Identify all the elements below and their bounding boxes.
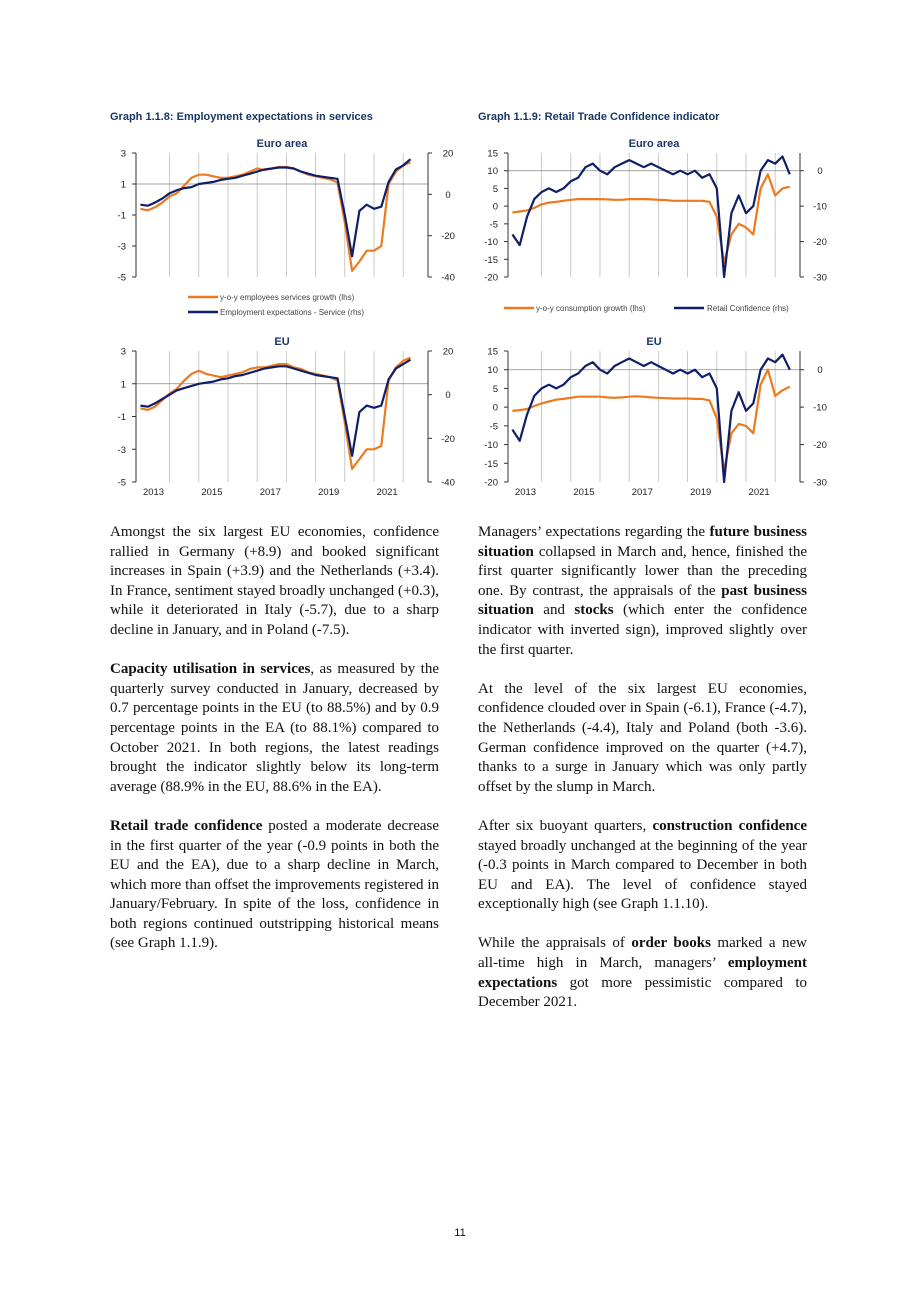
x-tick-label: 2021 [376,487,398,498]
tick-label-left: -5 [117,477,126,489]
text-p4-d: got more pessimistic compared to December 2021. [478,974,807,1011]
series-line-navy [512,157,789,278]
text-p1-a: Managers’ expectations regarding the [478,524,710,540]
tick-label-left: -15 [484,458,498,470]
series-line-navy [512,355,789,482]
paragraph-construction [478,817,807,915]
tick-label-left: -5 [117,272,126,284]
x-tick-label: 2013 [514,487,537,498]
paragraph-order-books [478,934,807,1012]
text-capacity-utilisation: , as measured by the quarterly survey conducted in January, decreased by 0.7 percentage points in the EU (to 88.5%) and by 0.9 percentage points in the EA (to 88.1%) compared to October 2021. In both regions, the latest readings brought the indicator slightly below its long-term average (88.9% in the EU, 88.6% in the EA). [110,661,439,795]
x-tick-label: 2015 [201,487,223,498]
legend-label: y-o-y employees services growth (lhs) [220,293,355,302]
tick-label-left: -10 [484,237,498,249]
tick-label-left: 3 [120,346,126,358]
tick-label-left: -3 [117,444,126,456]
tick-label-left: 5 [492,383,498,395]
tick-label-left: -20 [484,477,498,489]
tick-label-right: 0 [445,390,451,402]
paragraph-retail-confidence [110,817,439,954]
bold-past-business: past business situation [478,582,807,619]
tick-label-right: 0 [817,166,823,178]
tick-label-right: -20 [441,433,455,445]
text-p3-c: stayed broadly unchanged at the beginning of the year (-0.3 points in March compared to December in both EU and EA). The level of confidence stayed exceptionally high (see Graph 1.1.10). [478,837,807,913]
x-tick-label: 2013 [142,487,165,498]
chart-retail-euro-area [470,135,840,320]
text-p1-d: and [533,602,575,619]
text-p4-c: marked a new all-time high in March, managers’ [478,935,807,972]
x-tick-label: 2017 [259,487,281,498]
paragraph-capacity-utilisation [110,660,439,797]
text-p1-e: (which enter the confidence indicator with inverted sign), improved slightly over the first quarter. [478,602,807,658]
tick-label-left: -15 [484,254,498,266]
paragraph-retail-countries: At the level of the six largest EU economies, confidence clouded over in Spain (-6.1), France (-4.7), the Netherlands (-4.4), Italy and Poland (both -3.6). German confidence improved on the quarter (+4.7), thanks to a surge in January which was only partly offset by the slump in March. [478,680,807,795]
tick-label-right: -20 [441,231,455,243]
tick-label-left: 10 [487,166,498,178]
series-line-navy [140,360,410,456]
series-line-orange [512,370,789,471]
tick-label-left: 0 [492,201,498,213]
text-p1-c: collapsed in March and, hence, finished the first quarter significantly lower than the preceding one. By contrast, the appraisals of the [478,543,807,599]
tick-label-left: 5 [492,183,498,195]
series-line-orange [140,358,410,469]
text-p3-a: After six buoyant quarters, [478,817,653,834]
page-number: 11 [454,1227,466,1239]
chart-retail-eu [470,333,840,503]
bold-stocks: stocks [574,602,614,619]
tick-label-left: 1 [120,379,126,391]
tick-label-left: -5 [489,421,498,433]
text-retail-confidence: posted a moderate decrease in the first quarter of the year (-0.9 points in both the EU and the EA), due to a sharp decline in March, which more than offset the improvements registered in January/February. In spite of the loss, confidence in both regions continued outstripping historical means (see Graph 1.1.9). [110,817,439,952]
tick-label-left: -10 [484,440,498,452]
left-column [110,523,439,974]
tick-label-right: 20 [442,148,454,160]
legend-label: Employment expectations - Service (rhs) [220,308,365,317]
x-tick-label: 2021 [748,487,770,498]
bold-future-business: future business situation [478,524,807,560]
tick-label-left: 3 [120,148,126,160]
chart-title: Euro area [256,138,308,150]
tick-label-left: -3 [117,241,126,253]
right-column [478,523,807,1032]
tick-label-right: -40 [441,477,455,489]
x-tick-label: 2019 [690,487,712,498]
tick-label-left: -5 [489,219,498,231]
paragraph-business-situation [478,523,807,660]
chart-title: EU [646,336,662,348]
tick-label-right: -40 [441,272,455,284]
tick-label-right: -10 [813,402,827,414]
text-p4-a: While the appraisals of [478,935,632,952]
tick-label-right: 20 [442,346,454,358]
tick-label-left: 15 [487,148,498,160]
chart-employment-euro-area [100,135,460,330]
tick-label-left: -1 [117,412,126,423]
legend-label: Retail Confidence (rhs) [707,304,789,313]
tick-label-left: 10 [487,365,498,377]
series-line-orange [140,162,410,270]
tick-label-left: 0 [492,402,498,414]
series-line-navy [140,159,410,256]
x-tick-label: 2017 [631,487,653,498]
paragraph-services-countries: Amongst the six largest EU economies, confidence rallied in Germany (+8.9) and booked significant increases in Spain (+3.9) and the Netherlands (+3.4). In France, sentiment stayed broadly unchanged (+0.3), while it deteriorated in Italy (-5.7), due to a sharp decline in January, and in Poland (-7.5). [110,524,439,638]
graph-1-1-9-title: Graph 1.1.9: Retail Trade Confidence indicator [478,111,720,123]
x-tick-label: 2015 [573,487,595,498]
tick-label-right: -30 [813,477,827,489]
bold-construction-confidence: construction confidence [652,817,807,834]
series-line-orange [512,174,789,262]
tick-label-right: -30 [813,272,827,284]
x-tick-label: 2019 [318,487,340,498]
tick-label-left: -20 [484,272,498,284]
tick-label-right: -10 [813,201,827,213]
legend-label: y-o-y consumption growth (lhs) [536,304,646,313]
tick-label-right: 0 [817,365,823,377]
bold-capacity-utilisation: Capacity utilisation in services [110,661,311,678]
bold-order-books: order books [631,935,711,952]
bold-employment-expectations: employment expectations [478,955,807,991]
chart-employment-eu [100,333,460,503]
tick-label-left: 1 [120,179,126,191]
tick-label-left: 15 [487,346,498,358]
tick-label-right: -20 [813,440,827,452]
chart-title: EU [274,336,290,348]
graph-1-1-8-title: Graph 1.1.8: Employment expectations in services [110,111,373,123]
tick-label-left: -1 [117,210,126,222]
chart-title: Euro area [628,138,680,150]
tick-label-right: -20 [813,237,827,249]
bold-retail-confidence: Retail trade confidence [110,817,263,834]
tick-label-right: 0 [445,189,451,201]
